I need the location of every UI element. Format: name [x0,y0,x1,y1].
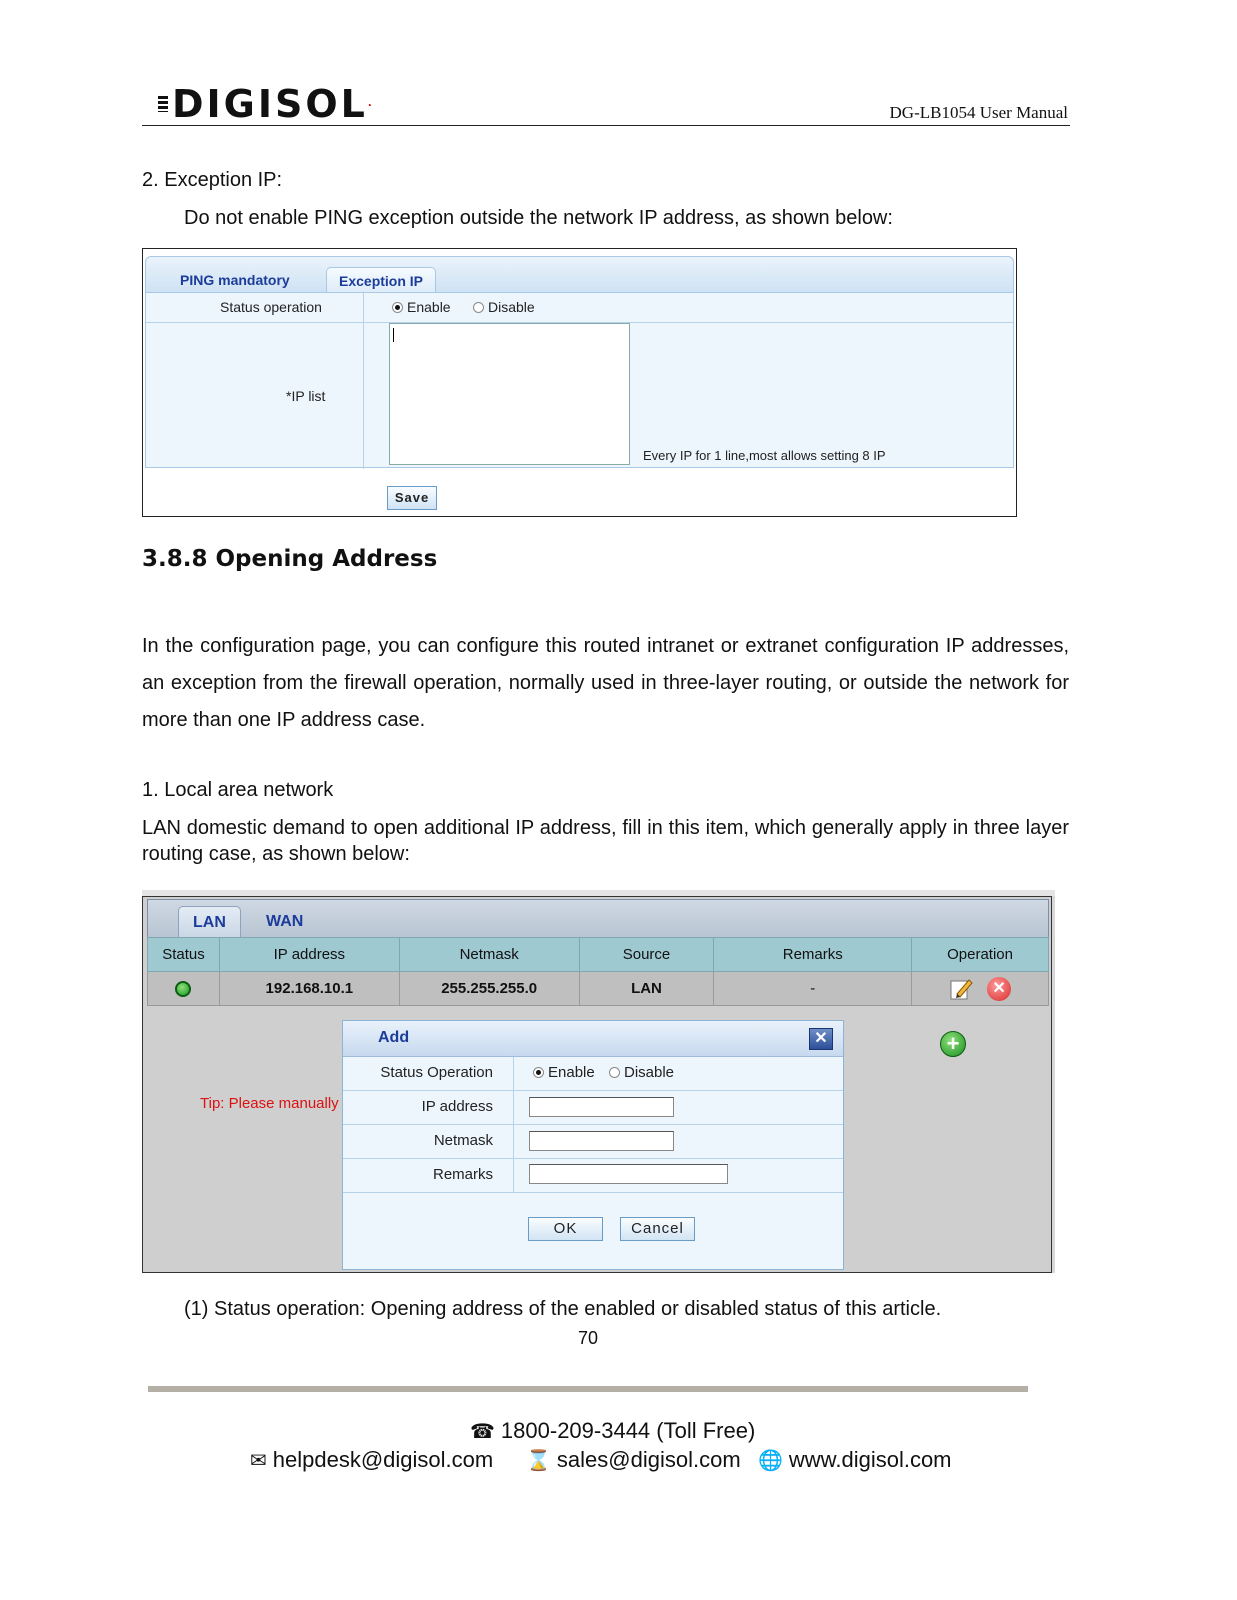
mail-icon: ✉ [250,1450,267,1472]
footer-helpdesk[interactable] [250,1447,493,1473]
hourglass-icon: ⌛ [526,1450,551,1472]
status-cell [148,972,220,1006]
digisol-logo: DIGISOL. [158,84,375,124]
status-enabled-icon [175,981,191,997]
save-button[interactable]: Save [387,486,437,510]
dialog-enable-radio[interactable] [533,1067,544,1078]
column-ip-address: IP address [219,938,399,972]
dialog-enable-group[interactable] [533,1064,595,1081]
manual-title: DG-LB1054 User Manual [889,103,1068,122]
tab-ping-mandatory[interactable]: PING mandatory [180,272,290,288]
footer-phone [470,1418,755,1444]
tip-text: Tip: Please manually [200,1095,339,1112]
table-row [148,972,1049,1006]
lan-heading: 1. Local area network [142,779,334,801]
website-link[interactable]: www.digisol.com [788,1447,952,1472]
logo-bars-icon [158,96,168,112]
page-header [142,78,1070,126]
ok-button[interactable]: OK [528,1217,603,1241]
ip-address-input[interactable] [529,1097,674,1117]
status-note: (1) Status operation: Opening address of the enabled or disabled status of this article. [184,1298,942,1320]
dialog-disable-label: Disable [624,1064,675,1081]
edit-icon[interactable] [949,977,973,1001]
add-dialog [342,1020,844,1270]
dialog-ip-label: IP address [421,1098,493,1115]
exception-heading: 2. Exception IP: [142,169,283,191]
dialog-title: Add [378,1029,410,1046]
add-icon[interactable]: + [940,1031,966,1057]
exception-description: Do not enable PING exception outside the network IP address, as shown below: [184,207,893,229]
dialog-status-label: Status Operation [380,1064,493,1081]
tab-wan[interactable]: WAN [266,913,304,930]
remarks-input[interactable] [529,1164,728,1184]
ip-list-label: *IP list [286,388,326,404]
dialog-netmask-label: Netmask [433,1132,493,1149]
footer-sales[interactable] [526,1447,741,1473]
dialog-disable-radio[interactable] [609,1067,620,1078]
footer-website[interactable] [758,1447,952,1473]
screenshot-frame [142,896,1052,1273]
column-operation: Operation [912,938,1049,972]
ip-list-textarea[interactable] [389,323,630,465]
tab-lan[interactable]: LAN [178,906,241,938]
phone-number: 1800-209-3444 (Toll Free) [500,1418,756,1443]
enable-radio[interactable] [392,302,403,313]
address-table [147,937,1049,1006]
ip-list-hint: Every IP for 1 line,most allows setting 8 IP [643,448,886,463]
remarks-cell: - [714,972,912,1006]
text-caret [393,328,394,342]
helpdesk-email[interactable]: helpdesk@digisol.com [272,1447,494,1472]
tab-exception-ip[interactable]: Exception IP [326,267,436,293]
dialog-remarks-label: Remarks [432,1166,493,1183]
source-cell: LAN [579,972,714,1006]
disable-radio-group[interactable] [473,299,535,315]
netmask-input[interactable] [529,1131,674,1151]
lan-wan-tab-bar [147,899,1049,937]
page-number: 70 [577,1328,599,1348]
tab-bar [145,256,1014,292]
column-divider [363,293,364,469]
lan-paragraph: LAN domestic demand to open additional IP address, fill in this item, which generally apply in three layer routing case, as shown below: [142,817,1069,865]
column-remarks: Remarks [714,938,912,972]
disable-label: Disable [488,299,535,315]
column-status: Status [148,938,220,972]
netmask-cell: 255.255.255.0 [399,972,579,1006]
exception-form [145,292,1014,468]
globe-icon: 🌐 [758,1450,783,1472]
delete-icon[interactable]: ✕ [987,977,1011,1001]
dialog-title-bar [343,1021,843,1057]
close-icon[interactable]: ✕ [809,1028,833,1050]
enable-radio-group[interactable] [392,299,451,315]
phone-icon: ☎ [470,1421,495,1443]
column-source: Source [579,938,714,972]
exception-ip-screenshot [142,248,1017,517]
intro-paragraph: In the configuration page, you can configure this routed intranet or extranet configuration IP addresses, an exception from the firewall operation, normally used in three-layer routing, or outside the network for more than one IP address case. [142,635,1069,731]
dialog-disable-group[interactable] [609,1064,674,1081]
footer-rule [148,1386,1028,1392]
column-netmask: Netmask [399,938,579,972]
operation-cell [912,972,1049,1006]
status-operation-label: Status operation [220,299,322,315]
table-header-row [148,938,1049,972]
opening-address-screenshot [142,890,1055,1273]
section-title: 3.8.8 Opening Address [142,546,438,572]
disable-radio[interactable] [473,302,484,313]
sales-email[interactable]: sales@digisol.com [556,1447,741,1472]
cancel-button[interactable]: Cancel [620,1217,695,1241]
ip-cell: 192.168.10.1 [219,972,399,1006]
enable-label: Enable [407,299,451,315]
dialog-enable-label: Enable [548,1064,595,1081]
